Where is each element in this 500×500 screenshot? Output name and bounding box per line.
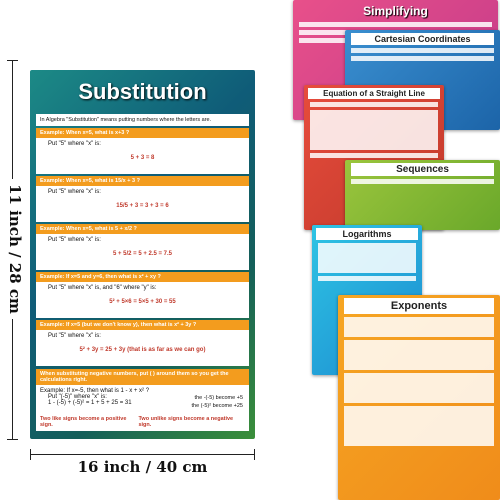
example-head: Example: When x=5, what is 15/x + 3 ? — [36, 176, 249, 186]
width-label: 16 inch / 40 cm — [40, 458, 245, 476]
example-step: Put "5" where "x" is: — [48, 189, 101, 195]
negative-numbers-block — [36, 369, 249, 431]
straight-line-title: Equation of a Straight Line — [308, 88, 440, 99]
example-block — [36, 320, 249, 366]
example-block — [36, 272, 249, 318]
example-result: 5² + 3y = 25 + 3y (that is as far as we can go) — [79, 347, 206, 353]
poster-title: Substitution — [78, 79, 207, 104]
sequences-poster — [345, 160, 500, 230]
example-block — [36, 128, 249, 174]
height-dimension — [3, 60, 23, 440]
example-block — [36, 224, 249, 270]
exponents-poster — [338, 295, 500, 500]
example-result: 15/5 + 3 = 3 + 3 = 6 — [116, 203, 169, 209]
negative-rule-1: the -(-5) become +5 — [194, 395, 243, 401]
example-head: Example: If x=5 and y=6, then what is x² + xy ? — [36, 272, 249, 282]
example-block — [36, 176, 249, 222]
example-step: Put "5" where "x" is: — [48, 237, 101, 243]
logarithms-title: Logarithms — [316, 228, 418, 240]
cartesian-title: Cartesian Coordinates — [351, 33, 494, 45]
example-step: Put "5" where "x" is: — [48, 141, 101, 147]
simplifying-title: Simplifying — [363, 4, 428, 18]
exponents-title: Exponents — [344, 298, 494, 314]
example-result: 5² + 5×6 = 5×5 + 30 = 55 — [109, 299, 176, 305]
negative-example: Example: If x=-5, then what is 1 - x + x² ? — [40, 388, 150, 394]
sequences-title: Sequences — [351, 163, 494, 176]
example-step: Put "5" where "x" is, and "6" where "y" is: — [48, 285, 157, 291]
substitution-poster — [30, 70, 255, 439]
negative-step: Put "(-5)" where "x" is: — [48, 394, 107, 400]
example-result: 5 + 3 = 8 — [130, 155, 155, 161]
negative-result: 1 - (-5) + (-5)² = 1 + 5 + 25 = 31 — [48, 400, 132, 406]
negative-rule-2: the (-5)² become +25 — [191, 403, 243, 409]
example-head: Example: If x=5 (but we don't know y), then what is x² + 3y ? — [36, 320, 249, 330]
negative-head: When substituting negative numbers, put ( ) around them so you get the calculations right. — [36, 369, 249, 385]
like-signs-note: Two like signs become a positive sign. — [40, 416, 127, 428]
poster-intro: In Algebra "Substitution" means putting numbers where the letters are. — [36, 114, 249, 126]
example-head: Example: When x=5, what is 5 + x/2 ? — [36, 224, 249, 234]
height-label: 11 inch / 28 cm — [6, 179, 24, 319]
example-step: Put "5" where "x" is: — [48, 333, 101, 339]
example-result: 5 + 5/2 = 5 + 2.5 = 7.5 — [112, 251, 173, 257]
unlike-signs-note: Two unlike signs become a negative sign. — [138, 416, 234, 428]
example-head: Example: When x=5, what is x+3 ? — [36, 128, 249, 138]
